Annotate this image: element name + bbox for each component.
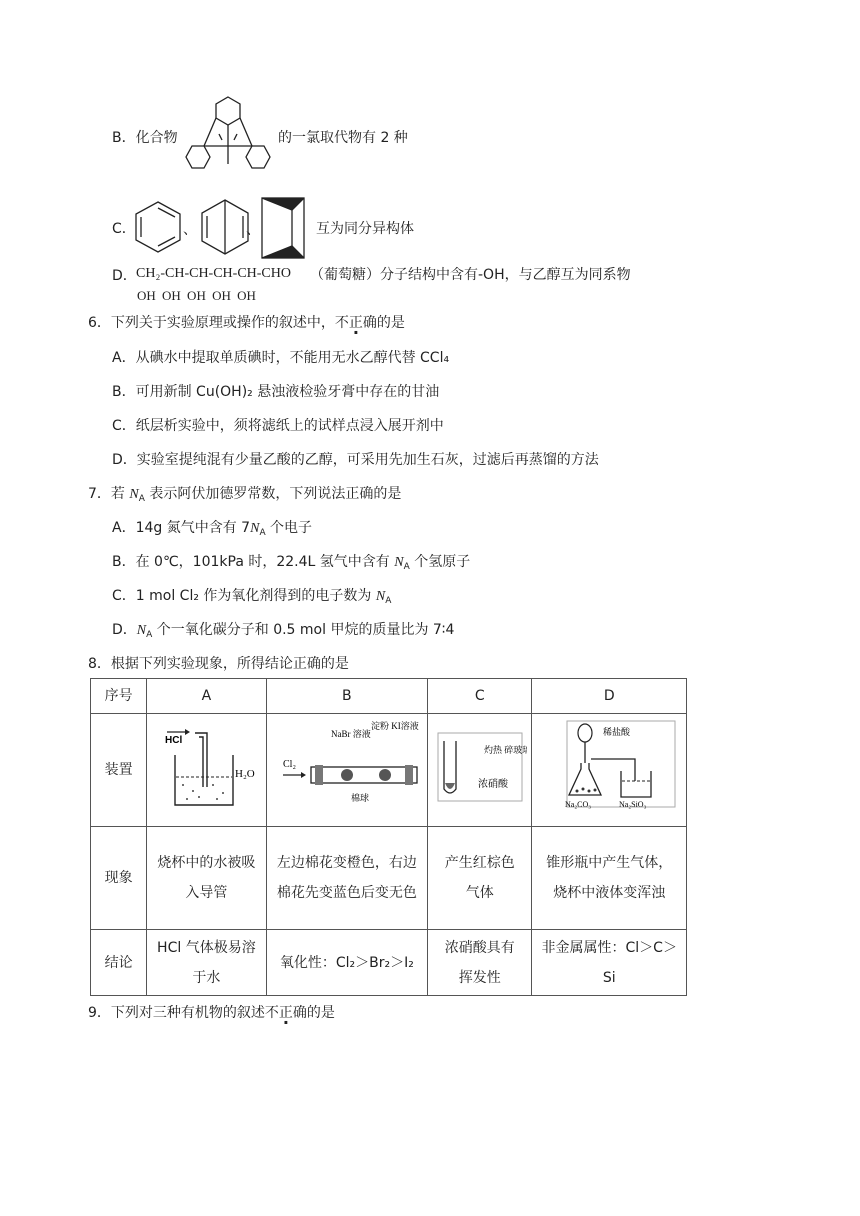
glucose-formula-top: CH₂-CH-CH-CH-CH-CHO bbox=[136, 266, 291, 281]
apparatus-a-liquid-label: H₂O bbox=[235, 767, 256, 780]
glucose-formula-bottom: OH OH OH OH OH bbox=[137, 288, 256, 303]
q6-stem-post: 的是 bbox=[376, 315, 405, 331]
apparatus-b-left-label: NaBr 溶液 bbox=[330, 728, 371, 739]
apparatus-b-gas-label: Cl₂ bbox=[282, 758, 296, 770]
row-label-apparatus: 装置 bbox=[91, 714, 147, 827]
na-symbol: N bbox=[394, 555, 404, 570]
q7-option-b-pre: B．在 0℃，101kPa 时，22.4L 氢气中含有 bbox=[112, 554, 395, 570]
apparatus-d bbox=[532, 714, 687, 827]
hcl-beaker-diagram bbox=[151, 715, 261, 815]
q5-option-d-prefix: D． bbox=[112, 268, 137, 284]
q5-option-c-sep1: 、 bbox=[183, 222, 197, 238]
q5-option-c-prefix: C． bbox=[112, 221, 136, 237]
q7-stem bbox=[88, 484, 401, 509]
phenomenon-b: 左边棉花变橙色，右边棉花先变蓝色后变无色 bbox=[266, 827, 428, 930]
q7-option-c bbox=[112, 586, 391, 611]
q8-stem: 8．根据下列实验现象，所得结论正确的是 bbox=[88, 656, 349, 672]
apparatus-a bbox=[147, 714, 266, 827]
na-subscript: A bbox=[146, 630, 153, 640]
apparatus-a-gas-label: HCl bbox=[165, 734, 183, 746]
q6-stem bbox=[88, 313, 405, 333]
na-symbol: N bbox=[375, 589, 386, 604]
phenomenon-d: 锥形瓶中产生气体，烧杯中液体变浑浊 bbox=[532, 827, 687, 930]
triptycene-structure-icon bbox=[182, 94, 274, 184]
q9-stem-emphasis: 不正确 bbox=[264, 1005, 307, 1021]
na-subscript: A bbox=[385, 596, 392, 606]
q7-option-d-pre: D． bbox=[112, 622, 137, 638]
q7-option-a-post: 个电子 bbox=[265, 520, 313, 536]
experiment-table bbox=[90, 678, 687, 996]
q9-stem-post: 的是 bbox=[306, 1005, 335, 1021]
apparatus-d-acid-label: 稀盐酸 bbox=[602, 726, 630, 737]
apparatus-d-left-label: Na₂CO₃ bbox=[564, 799, 591, 809]
q7-stem-pre: 7．若 bbox=[88, 486, 130, 502]
header-cell-index: 序号 bbox=[91, 679, 147, 714]
q7-stem-post: 表示阿伏加德罗常数，下列说法正确的是 bbox=[144, 486, 402, 502]
q9-stem bbox=[88, 1003, 335, 1023]
halogen-tube-diagram bbox=[271, 715, 423, 815]
conclusion-d: 非金属属性：Cl＞C＞Si bbox=[532, 930, 687, 996]
conclusion-a: HCl 气体极易溶于水 bbox=[147, 930, 266, 996]
table-row-phenomenon bbox=[91, 827, 687, 930]
q7-option-b bbox=[112, 552, 470, 577]
conclusion-c: 浓硝酸具有挥发性 bbox=[428, 930, 532, 996]
q5-option-d-suffix: （葡萄糖）分子结构中含有-OH，与乙醇互为同系物 bbox=[310, 267, 631, 283]
apparatus-c-top-label: 灼热 碎玻璃 bbox=[484, 744, 528, 755]
q6-option-b: B．可用新制 Cu(OH)₂ 悬浊液检验牙膏中存在的甘油 bbox=[112, 384, 440, 400]
q7-option-b-post: 个氢原子 bbox=[409, 554, 471, 570]
q6-option-d: D．实验室提纯混有少量乙酸的乙醇，可采用先加生石灰，过滤后再蒸馏的方法 bbox=[112, 452, 599, 468]
apparatus-c bbox=[428, 714, 532, 827]
row-label-conclusion: 结论 bbox=[91, 930, 147, 996]
table-row-apparatus bbox=[91, 714, 687, 827]
header-cell-d: D bbox=[532, 679, 687, 714]
q7-option-d-post: 个一氧化碳分子和 0.5 mol 甲烷的质量比为 7∶4 bbox=[152, 622, 455, 638]
prismane-icon bbox=[258, 194, 308, 264]
na-subscript: A bbox=[138, 494, 145, 504]
q5-option-c-suffix: 互为同分异构体 bbox=[316, 221, 414, 237]
na-symbol: N bbox=[136, 623, 147, 638]
nitric-acid-tube-diagram bbox=[432, 715, 527, 815]
q9-stem-pre: 9．下列对三种有机物的叙述 bbox=[88, 1005, 265, 1021]
q7-option-a-pre: A．14g 氮气中含有 7 bbox=[112, 520, 251, 536]
q7-option-a bbox=[112, 518, 312, 543]
apparatus-c-bottom-label: 浓硝酸 bbox=[478, 778, 509, 790]
header-cell-b: B bbox=[266, 679, 428, 714]
na-subscript: A bbox=[259, 528, 266, 538]
table-row-conclusion bbox=[91, 930, 687, 996]
apparatus-b-bottom-label: 棉球 bbox=[350, 792, 369, 803]
q6-stem-pre: 6．下列关于实验原理或操作的叙述中， bbox=[88, 315, 335, 331]
q6-stem-emphasis: 不正确 bbox=[334, 315, 377, 331]
header-cell-a: A bbox=[147, 679, 266, 714]
table-header-row bbox=[91, 679, 687, 714]
q7-option-d bbox=[112, 620, 454, 645]
apparatus-b-right-label: 淀粉 KI溶液 bbox=[370, 720, 419, 731]
q7-option-c-pre: C．1 mol Cl₂ 作为氧化剂得到的电子数为 bbox=[112, 588, 376, 604]
na-symbol: N bbox=[129, 487, 139, 502]
q5-option-b-prefix: B．化合物 bbox=[112, 130, 178, 146]
acid-strength-diagram bbox=[537, 715, 682, 815]
header-cell-c: C bbox=[428, 679, 532, 714]
benzene-icon bbox=[132, 198, 184, 258]
phenomenon-a: 烧杯中的水被吸入导管 bbox=[147, 827, 266, 930]
conclusion-b: 氧化性：Cl₂＞Br₂＞I₂ bbox=[266, 930, 428, 996]
q6-option-c: C．纸层析实验中，须将滤纸上的试样点浸入展开剂中 bbox=[112, 418, 444, 434]
q6-option-a: A．从碘水中提取单质碘时，不能用无水乙醇代替 CCl₄ bbox=[112, 350, 450, 366]
q5-option-c-sep2: 、 bbox=[246, 222, 260, 238]
na-symbol: N bbox=[250, 521, 260, 536]
phenomenon-c: 产生红棕色气体 bbox=[428, 827, 532, 930]
na-subscript: A bbox=[403, 562, 410, 572]
q5-option-b-suffix: 的一氯取代物有 2 种 bbox=[278, 130, 408, 146]
apparatus-b bbox=[266, 714, 428, 827]
row-label-phenomenon: 现象 bbox=[91, 827, 147, 930]
apparatus-d-right-label: Na₂SiO₃ bbox=[618, 799, 647, 809]
